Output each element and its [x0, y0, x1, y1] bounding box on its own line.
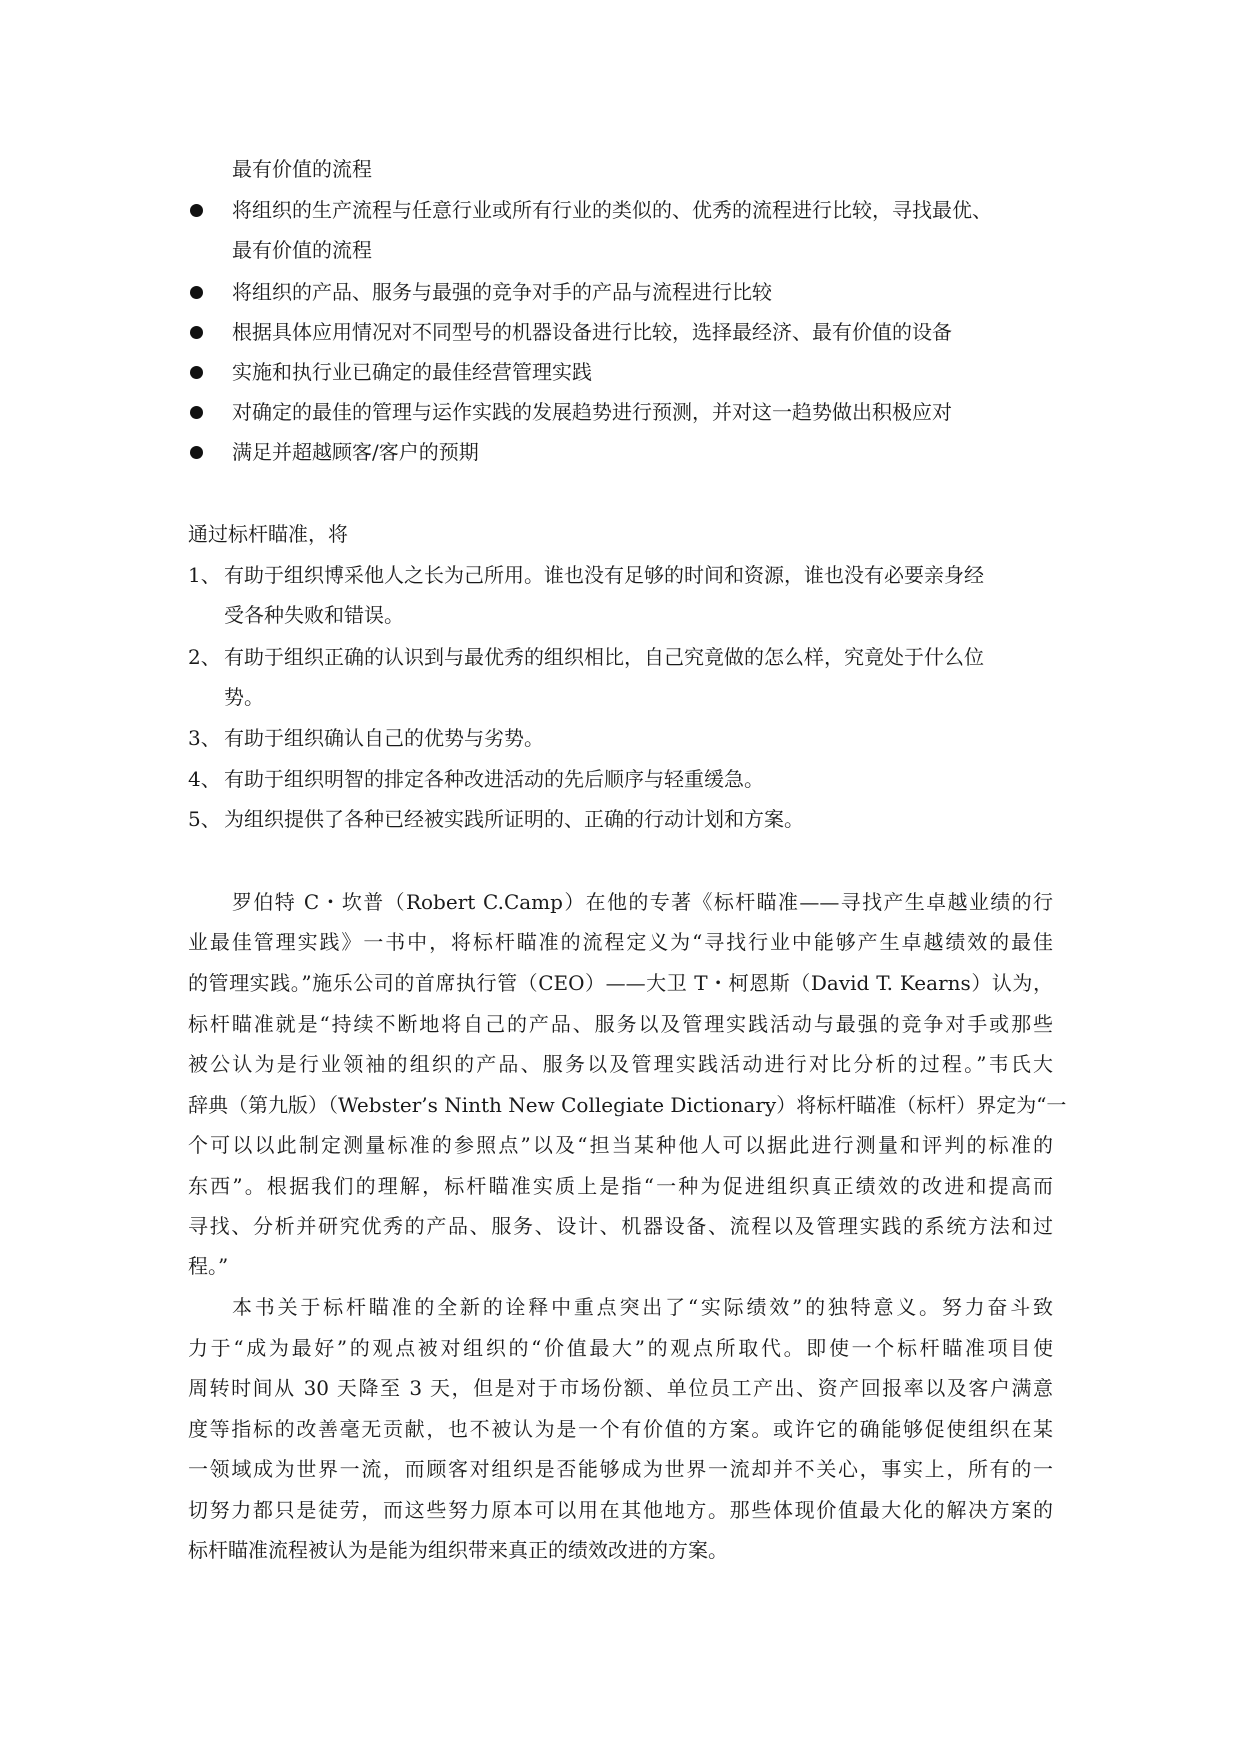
paragraph-2-line-1: 本书关于标杆瞄准的全新的诠释中重点突出了“实际绩效”的独特意义。努力奋斗致 — [232, 1295, 1053, 1319]
paragraph-2-line-7: 标杆瞄准流程被认为是能为组织带来真正的绩效改进的方案。 — [188, 1538, 728, 1562]
numbered-item-4: 有助于组织明智的排定各种改进活动的先后顺序与轻重缓急。 — [224, 767, 764, 791]
bullet-dot-icon — [190, 446, 203, 459]
paragraph-1-line-9: 寻找、分析并研究优秀的产品、服务、设计、机器设备、流程以及管理实践的系统方法和过 — [188, 1214, 1053, 1238]
numbered-item-5: 为组织提供了各种已经被实践所证明的、正确的行动计划和方案。 — [224, 807, 804, 831]
bullet-item-6: 满足并超越顾客/客户的预期 — [232, 440, 479, 464]
numbered-item-1-line-1: 有助于组织博采他人之长为己所用。谁也没有足够的时间和资源，谁也没有必要亲身经 — [224, 563, 984, 587]
paragraph-1-line-10: 程。” — [188, 1254, 229, 1278]
bullet-dot-icon — [190, 204, 203, 217]
bullet-item-5: 对确定的最佳的管理与运作实践的发展趋势进行预测，并对这一趋势做出积极应对 — [232, 400, 952, 424]
list-number: 1、 — [188, 563, 221, 587]
paragraph-2-line-6: 切努力都只是徒劳，而这些努力原本可以用在其他地方。那些体现价值最大化的解决方案的 — [188, 1498, 1053, 1522]
list-number: 5、 — [188, 807, 221, 831]
numbered-item-2-line-2: 势。 — [224, 685, 264, 709]
numbered-item-3: 有助于组织确认自己的优势与劣势。 — [224, 726, 544, 750]
bullet-item-2: 将组织的产品、服务与最强的竞争对手的产品与流程进行比较 — [232, 280, 772, 304]
paragraph-1-line-8: 东西”。根据我们的理解，标杆瞄准实质上是指“一种为促进组织真正绩效的改进和提高而 — [188, 1174, 1053, 1198]
bullet-item-3: 根据具体应用情况对不同型号的机器设备进行比较，选择最经济、最有价值的设备 — [232, 320, 952, 344]
bullet-dot-icon — [190, 286, 203, 299]
paragraph-1-line-7: 个可以以此制定测量标准的参照点”以及“担当某种他人可以据此进行测量和评判的标准的 — [188, 1133, 1053, 1157]
list-number: 2、 — [188, 645, 221, 669]
numbered-item-1-line-2: 受各种失败和错误。 — [224, 603, 404, 627]
paragraph-2-line-4: 度等指标的改善毫无贡献，也不被认为是一个有价值的方案。或许它的确能够促使组织在某 — [188, 1417, 1053, 1441]
bullet-dot-icon — [190, 326, 203, 339]
bullet-item-1-line-2: 最有价值的流程 — [232, 238, 372, 262]
paragraph-2-line-5: 一领域成为世界一流，而顾客对组织是否能够成为世界一流却并不关心，事实上，所有的一 — [188, 1457, 1053, 1481]
paragraph-2-line-2: 力于“成为最好”的观点被对组织的“价值最大”的观点所取代。即使一个标杆瞄准项目使 — [188, 1336, 1053, 1360]
paragraph-1-line-4: 标杆瞄准就是“持续不断地将自己的产品、服务以及管理实践活动与最强的竞争对手或那些 — [188, 1012, 1053, 1036]
list-number: 3、 — [188, 726, 221, 750]
paragraph-1-line-5: 被公认为是行业领袖的组织的产品、服务以及管理实践活动进行对比分析的过程。”韦氏大 — [188, 1052, 1053, 1076]
paragraph-2-line-3: 周转时间从 30 天降至 3 天，但是对于市场份额、单位员工产出、资产回报率以及客户满意 — [188, 1376, 1053, 1400]
bullet-continuation-text: 最有价值的流程 — [232, 157, 372, 181]
bullet-dot-icon — [190, 406, 203, 419]
bullet-dot-icon — [190, 366, 203, 379]
paragraph-1-line-1: 罗伯特 C・坎普（Robert C.Camp）在他的专著《标杆瞄准——寻找产生卓越业绩的行 — [232, 890, 1053, 914]
numbered-list-intro: 通过标杆瞄准，将 — [188, 522, 348, 546]
bullet-item-4: 实施和执行业已确定的最佳经营管理实践 — [232, 360, 592, 384]
numbered-item-2-line-1: 有助于组织正确的认识到与最优秀的组织相比，自己究竟做的怎么样，究竟处于什么位 — [224, 645, 984, 669]
bullet-item-1-line-1: 将组织的生产流程与任意行业或所有行业的类似的、优秀的流程进行比较，寻找最优、 — [232, 198, 992, 222]
list-number: 4、 — [188, 767, 221, 791]
paragraph-1-line-3: 的管理实践。”施乐公司的首席执行管（CEO）——大卫 T・柯恩斯（David T. Kearns）认为， — [188, 971, 1053, 995]
paragraph-1-line-6: 辞典（第九版）（Webster’s Ninth New Collegiate Dictionary）将标杆瞄准（标杆）界定为“一 — [188, 1093, 1067, 1117]
paragraph-1-line-2: 业最佳管理实践》一书中，将标杆瞄准的流程定义为“寻找行业中能够产生卓越绩效的最佳 — [188, 930, 1053, 954]
